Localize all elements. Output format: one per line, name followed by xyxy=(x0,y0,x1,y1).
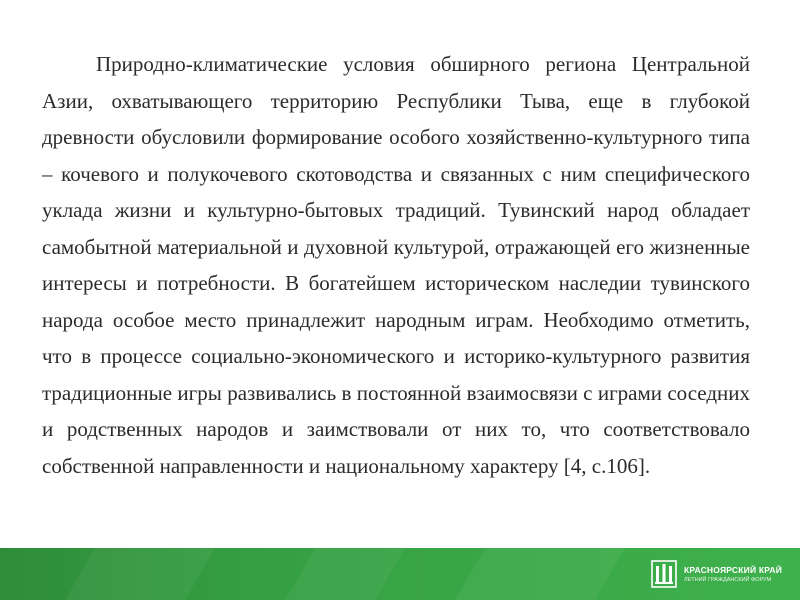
footer-stripe xyxy=(65,548,215,600)
logo-text xyxy=(684,565,782,584)
krasnoyarsk-emblem-icon xyxy=(651,560,677,588)
footer-bar xyxy=(0,548,800,600)
footer-logo xyxy=(651,558,782,590)
logo-title: КРАСНОЯРСКИЙ КРАЙ xyxy=(683,564,782,575)
logo-subtitle: ЛЕТНИЙ ГРАЖДАНСКИЙ ФОРУМ xyxy=(683,576,772,583)
body-paragraph: Природно-климатические условия обширного региона Центральной Азии, охватывающего территорию Республики Тыва, еще в глубокой древности обусловили формирование особого хозяйственно-культурного типа – кочевого и полукочевого скотоводства и связанных с ним специфического уклада жизни и культурно-бытовых традиций. Тувинский народ обладает самобытной материальной и духовной культурой, отражающей его жизненные интересы и потребности. В богатейшем историческом наследии тувинского народа особое место принадлежит народным играм. Необходимо отметить, что в процессе социально-экономического и историко-культурного развития традиционные игры развивались в постоянной взаимосвязи с играми соседних и родственных народов и заимствовали от них то, что соответствовало собственной направленности и национальному характеру [4, с.106]. xyxy=(42,52,750,478)
footer-stripe xyxy=(285,548,405,600)
footer-stripe xyxy=(455,548,625,600)
